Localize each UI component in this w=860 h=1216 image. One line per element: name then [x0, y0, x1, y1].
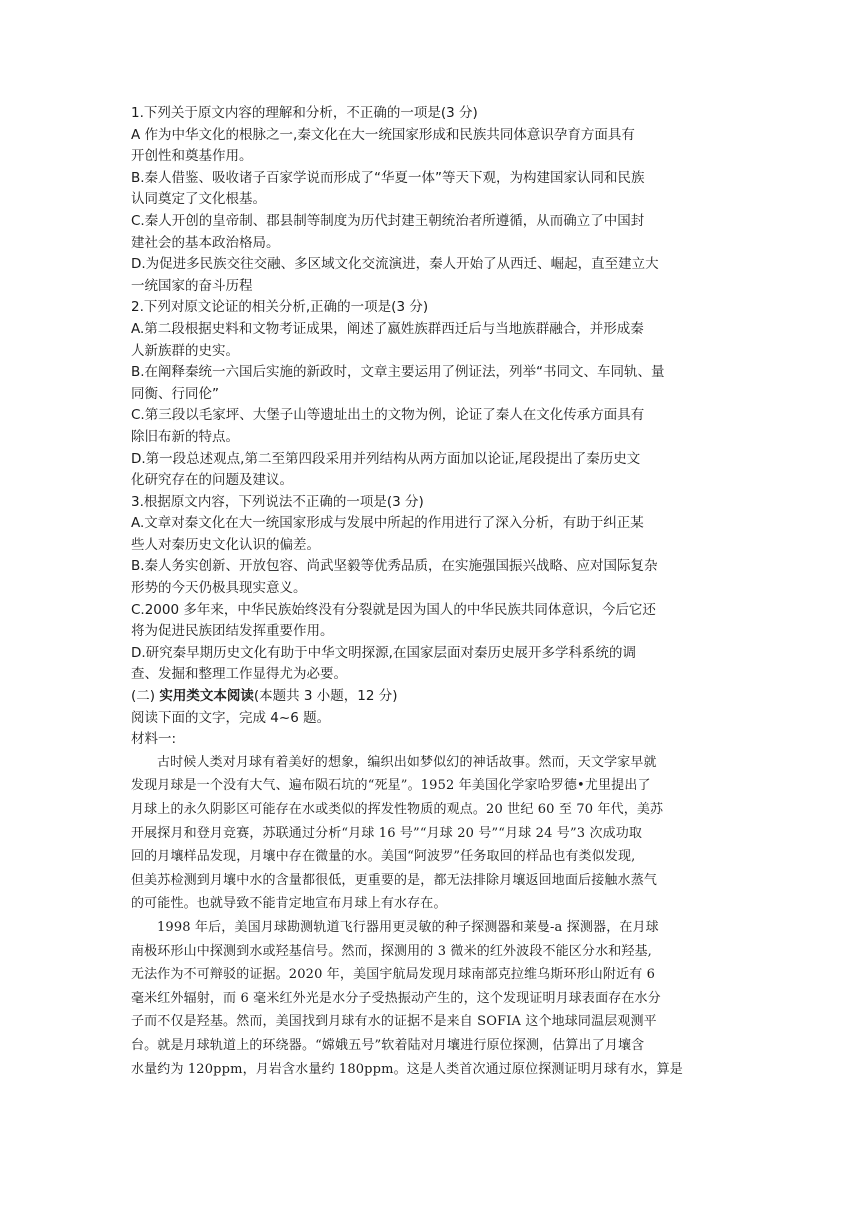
q3-option-a-line2: 些人对秦历史文化认识的偏差。	[131, 536, 320, 553]
section-title-prefix: (二)	[131, 688, 160, 705]
q2-option-d-line2: 化研究存在的问题及建议。	[131, 472, 293, 489]
document-content	[131, 103, 741, 1081]
section-instruction: 阅读下面的文字，完成 4~6 题。	[131, 709, 331, 726]
passage-para1-line: 开展探月和登月竞赛，苏联通过分析“月球 16 号”“月球 20 号”“月球 24 号”3 次成功取	[131, 825, 643, 841]
passage-para1-line: 的可能性。也就导致不能肯定地宣布月球上有水存在。	[131, 896, 447, 912]
passage-para1-line: 发现月球是一个没有大气、遍布陨石坑的“死星”。1952 年美国化学家哈罗德•尤里提出了	[131, 778, 651, 794]
q3-option-c-line1: C.2000 多年来，中华民族始终没有分裂就是因为国人的中华民族共同体意识，今后它还	[131, 601, 656, 618]
q2-option-a-line1: A.第二段根据史料和文物考证成果，阐述了嬴姓族群西迁后与当地族群融合，并形成秦	[131, 320, 644, 337]
q3-option-b-line1: B.秦人务实创新、开放包容、尚武坚毅等优秀品质，在实施强国振兴战略、应对国际复杂	[131, 558, 658, 575]
passage-para2-line: 毫米红外辐射，而 6 毫米红外光是水分子受热振动产生的，这个发现证明月球表面存在水分	[131, 990, 661, 1006]
question-3-stem: 3.根据原文内容，下列说法不正确的一项是(3 分)	[131, 493, 424, 510]
q1-option-c-line2: 建社会的基本政治格局。	[131, 234, 280, 251]
q1-option-d-line2: 一统国家的奋斗历程	[131, 277, 253, 294]
passage-para2-line: 无法作为不可辩驳的证据。2020 年，美国宇航局发现月球南部克拉维乌斯环形山附近有 6	[131, 967, 656, 983]
q2-option-b-line1: B.在阐释秦统一六国后实施的新政时，文章主要运用了例证法，列举“书同文、车同轨、量	[131, 364, 665, 381]
passage-para1-line: 古时候人类对月球有着美好的想象，编织出如梦似幻的神话故事。然而，天文学家早就	[157, 754, 657, 770]
q3-option-a-line1: A.文章对秦文化在大一统国家形成与发展中所起的作用进行了深入分析，有助于纠正某	[131, 515, 644, 532]
passage-para2-line: 南极环形山中探测到水或羟基信号。然而，探测用的 3 微米的红外波段不能区分水和羟基,	[131, 943, 652, 959]
section-title-suffix: (本题共 3 小题，12 分)	[253, 688, 398, 705]
q2-option-c-line2: 除旧布新的特点。	[131, 428, 239, 445]
question-2-stem: 2.下列对原文论证的相关分析,正确的一项是(3 分)	[131, 299, 429, 316]
q1-option-c-line1: C.秦人开创的皇帝制、郡县制等制度为历代封建王朝统治者所遵循，从而确立了中国封	[131, 212, 645, 229]
q2-option-b-line2: 同衡、行同伦”	[131, 385, 219, 402]
passage-para2-line: 台。就是月球轨道上的环绕器。“嫦娥五号”软着陆对月壤进行原位探测，估算出了月壤含	[131, 1037, 645, 1053]
q1-option-a-line2: 开创性和奠基作用。	[131, 148, 253, 165]
passage-para2-line: 1998 年后，美国月球勘测轨道飞行器用更灵敏的种子探测器和莱曼-a 探测器，在月球	[157, 919, 659, 935]
passage-para1-line: 月球上的永久阴影区可能存在水或类似的挥发性物质的观点。20 世纪 60 至 70 年代，美苏	[131, 802, 664, 817]
q3-option-b-line2: 形势的今天仍极具现实意义。	[131, 580, 307, 597]
section-title-bold: 实用类文本阅读	[159, 688, 254, 705]
q1-option-b-line2: 认同奠定了文化根基。	[131, 191, 266, 208]
q3-option-d-line1: D.研究秦早期历史文化有助于中华文明探源,在国家层面对秦历史展开多学科系统的调	[131, 644, 636, 661]
q1-option-d-line1: D.为促进多民族交往交融、多区域文化交流演进，秦人开始了从西迁、崛起，直至建立大	[131, 256, 659, 273]
material-label: 材料一:	[131, 731, 177, 748]
q3-option-c-line2: 将为促进民族团结发挥重要作用。	[131, 623, 334, 640]
passage-para1-line: 但美苏检测到月壤中水的含量都很低，更重要的是，都无法排除月壤返回地面后接触水蒸气	[131, 872, 658, 888]
q2-option-c-line1: C.第三段以毛家坪、大堡子山等遗址出土的文物为例，论证了秦人在文化传承方面具有	[131, 407, 645, 424]
passage	[131, 751, 741, 1081]
passage-para2-line: 子而不仅是羟基。然而，美国找到月球有水的证据不是来自 SOFIA 这个地球同温层观测平	[131, 1014, 657, 1030]
section-title	[131, 686, 741, 708]
question-1-stem: 1.下列关于原文内容的理解和分析，不正确的一项是(3 分)	[131, 105, 478, 121]
q2-option-d-line1: D.第一段总述观点,第二至第四段采用并列结构从两方面加以论证,尾段提出了秦历史文	[131, 450, 641, 467]
q3-option-d-line2: 查、发掘和整理工作显得尤为必要。	[131, 666, 347, 683]
q1-option-b-line1: B.秦人借鉴、吸收诸子百家学说而形成了“华夏一体”等天下观，为构建国家认同和民族	[131, 169, 645, 186]
passage-para2-line: 水量约为 120ppm，月岩含水量约 180ppm。这是人类首次通过原位探测证明月球有水，算是	[131, 1061, 683, 1077]
q2-option-a-line2: 人新族群的史实。	[131, 342, 239, 359]
passage-para1-line: 回的月壤样品发现，月壤中存在微量的水。美国“阿波罗”任务取回的样品也有类似发现,	[131, 849, 636, 865]
q1-option-a-line1: A 作为中华文化的根脉之一,秦文化在大一统国家形成和民族共同体意识孕育方面具有	[131, 126, 635, 143]
